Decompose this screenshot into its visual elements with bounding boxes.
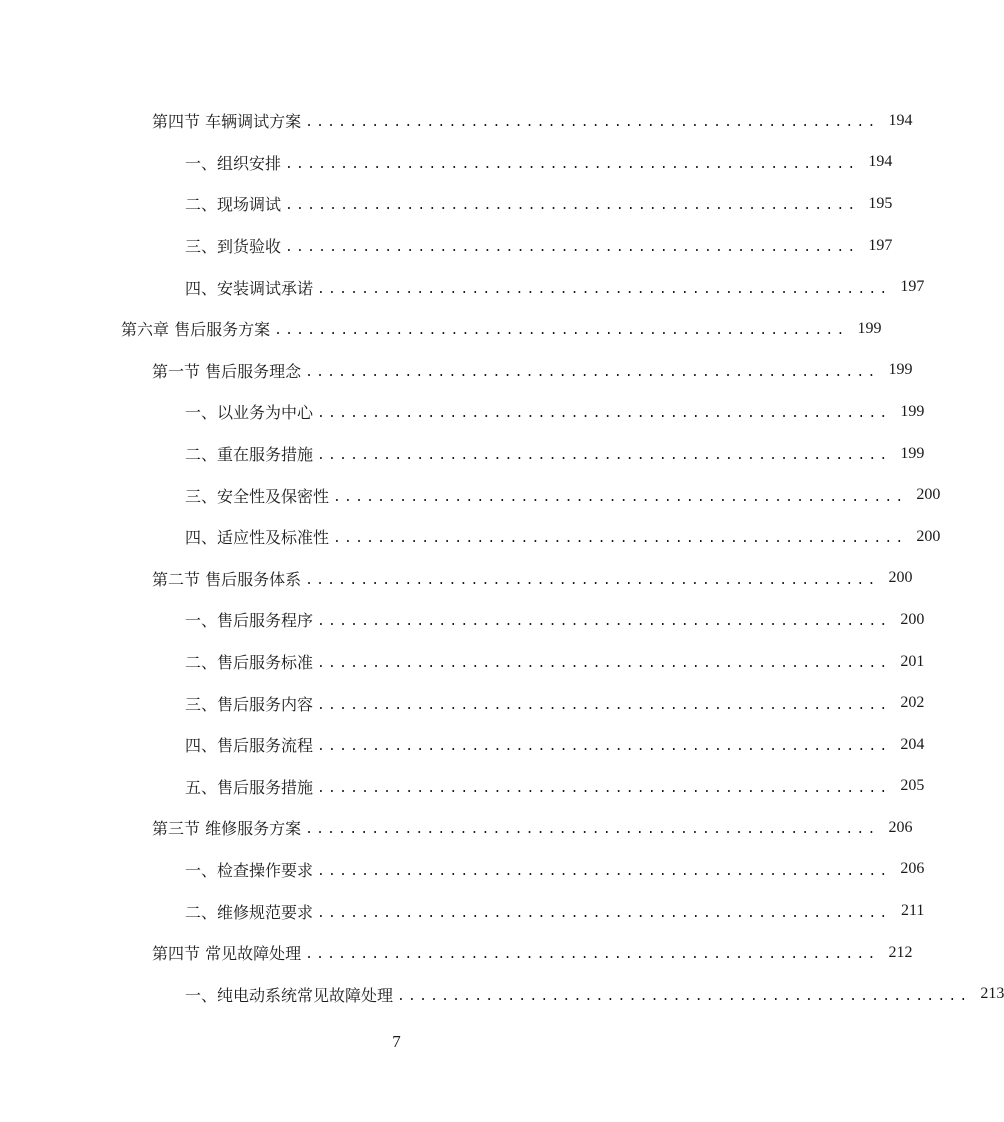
dot-leader: .................................................... [333, 489, 907, 505]
toc-entry[interactable] [0, 142, 893, 184]
toc-entry-title: 一、售后服务程序 [185, 611, 314, 631]
toc-entry-page: 206 [900, 860, 925, 878]
toc-entry-page: 200 [888, 569, 913, 587]
dot-leader: .................................................... [305, 572, 879, 588]
toc-entry[interactable] [0, 474, 941, 516]
toc-entry-title: 一、检查操作要求 [185, 860, 314, 880]
toc-entry[interactable] [0, 183, 893, 225]
dot-leader: .................................................... [305, 115, 879, 131]
toc-entry[interactable] [0, 932, 913, 974]
dot-leader: .................................................... [333, 531, 907, 547]
toc-entry[interactable] [0, 433, 925, 475]
toc-entry-page: 194 [868, 153, 893, 171]
toc-entry-title: 二、现场调试 [185, 195, 282, 215]
toc-entry-title: 第三节 维修服务方案 [152, 819, 302, 839]
dot-leader: .................................................... [305, 364, 879, 380]
toc-entry-title: 二、重在服务措施 [185, 445, 314, 465]
toc-entry-title: 四、安装调试承诺 [185, 278, 314, 298]
toc-entry-page: 204 [900, 735, 925, 753]
toc-entry-page: 206 [888, 818, 913, 836]
toc-entry-page: 197 [900, 278, 925, 296]
dot-leader: .................................................... [317, 406, 891, 422]
toc-entry[interactable] [0, 973, 1004, 1015]
toc-entry-page: 200 [900, 610, 925, 628]
toc-entry-title: 一、纯电动系统常见故障处理 [185, 985, 394, 1005]
toc-entry-title: 第一节 售后服务理念 [152, 361, 302, 381]
toc-entry-title: 二、售后服务标准 [185, 653, 314, 673]
toc-entry-page: 199 [888, 361, 913, 379]
toc-entry-page: 199 [900, 402, 925, 420]
dot-leader: .................................................... [317, 697, 891, 713]
dot-leader: .................................................... [317, 656, 891, 672]
toc-entry[interactable] [0, 807, 913, 849]
toc-entry-page: 199 [857, 319, 882, 337]
toc-entry-title: 五、售后服务措施 [185, 777, 314, 797]
dot-leader: .................................................... [317, 281, 891, 297]
toc-entry-page: 201 [900, 652, 925, 670]
dot-leader: .................................................... [317, 739, 891, 755]
toc-entry[interactable] [0, 682, 925, 724]
toc-entry-title: 第二节 售后服务体系 [152, 569, 302, 589]
toc-entry-title: 二、维修规范要求 [185, 902, 314, 922]
toc-entry-page: 205 [900, 777, 925, 795]
toc-entry-page: 197 [868, 236, 893, 254]
toc-entry[interactable] [0, 350, 913, 392]
toc-entry-title: 四、适应性及标准性 [185, 528, 330, 548]
toc-entry-title: 三、安全性及保密性 [185, 486, 330, 506]
toc-entry[interactable] [0, 266, 925, 308]
toc-entry[interactable] [0, 599, 925, 641]
toc-entry[interactable] [0, 849, 925, 891]
toc-entry[interactable] [0, 391, 925, 433]
toc-entry-title: 三、售后服务内容 [185, 694, 314, 714]
toc-entry-page: 211 [901, 902, 925, 920]
toc-entry[interactable] [0, 225, 893, 267]
toc-entry-title: 四、售后服务流程 [185, 736, 314, 756]
toc-entry[interactable] [0, 100, 913, 142]
dot-leader: .................................................... [317, 780, 891, 796]
toc-entry[interactable] [0, 724, 925, 766]
dot-leader: .................................................... [305, 947, 879, 963]
dot-leader: .................................................... [285, 156, 859, 172]
toc-entry-title: 第四节 常见故障处理 [152, 944, 302, 964]
toc-entry-page: 200 [916, 486, 941, 504]
dot-leader: .................................................... [317, 905, 891, 921]
toc-entry-title: 一、以业务为中心 [185, 403, 314, 423]
dot-leader: .................................................... [317, 448, 891, 464]
toc-entry-title: 第四节 车辆调试方案 [152, 112, 302, 132]
table-of-contents [0, 100, 1004, 1015]
page-number: 7 [392, 1032, 401, 1051]
toc-entry-page: 202 [900, 694, 925, 712]
toc-entry-page: 194 [888, 111, 913, 129]
dot-leader: .................................................... [317, 863, 891, 879]
toc-entry[interactable] [0, 641, 925, 683]
dot-leader: .................................................... [397, 988, 971, 1004]
toc-entry-page: 199 [900, 444, 925, 462]
toc-entry-title: 一、组织安排 [185, 153, 282, 173]
toc-entry-page: 212 [888, 943, 913, 961]
dot-leader: .................................................... [317, 614, 891, 630]
toc-entry-title: 第六章 售后服务方案 [121, 320, 271, 340]
toc-entry-page: 213 [980, 985, 1004, 1003]
toc-entry[interactable] [0, 308, 882, 350]
toc-entry[interactable] [0, 516, 941, 558]
toc-entry-page: 195 [868, 194, 893, 212]
toc-entry[interactable] [0, 890, 925, 932]
toc-entry[interactable] [0, 766, 925, 808]
toc-entry-title: 三、到货验收 [185, 237, 282, 257]
dot-leader: .................................................... [285, 198, 859, 214]
toc-entry-page: 200 [916, 527, 941, 545]
dot-leader: .................................................... [274, 323, 848, 339]
toc-entry[interactable] [0, 558, 913, 600]
dot-leader: .................................................... [305, 822, 879, 838]
dot-leader: .................................................... [285, 240, 859, 256]
